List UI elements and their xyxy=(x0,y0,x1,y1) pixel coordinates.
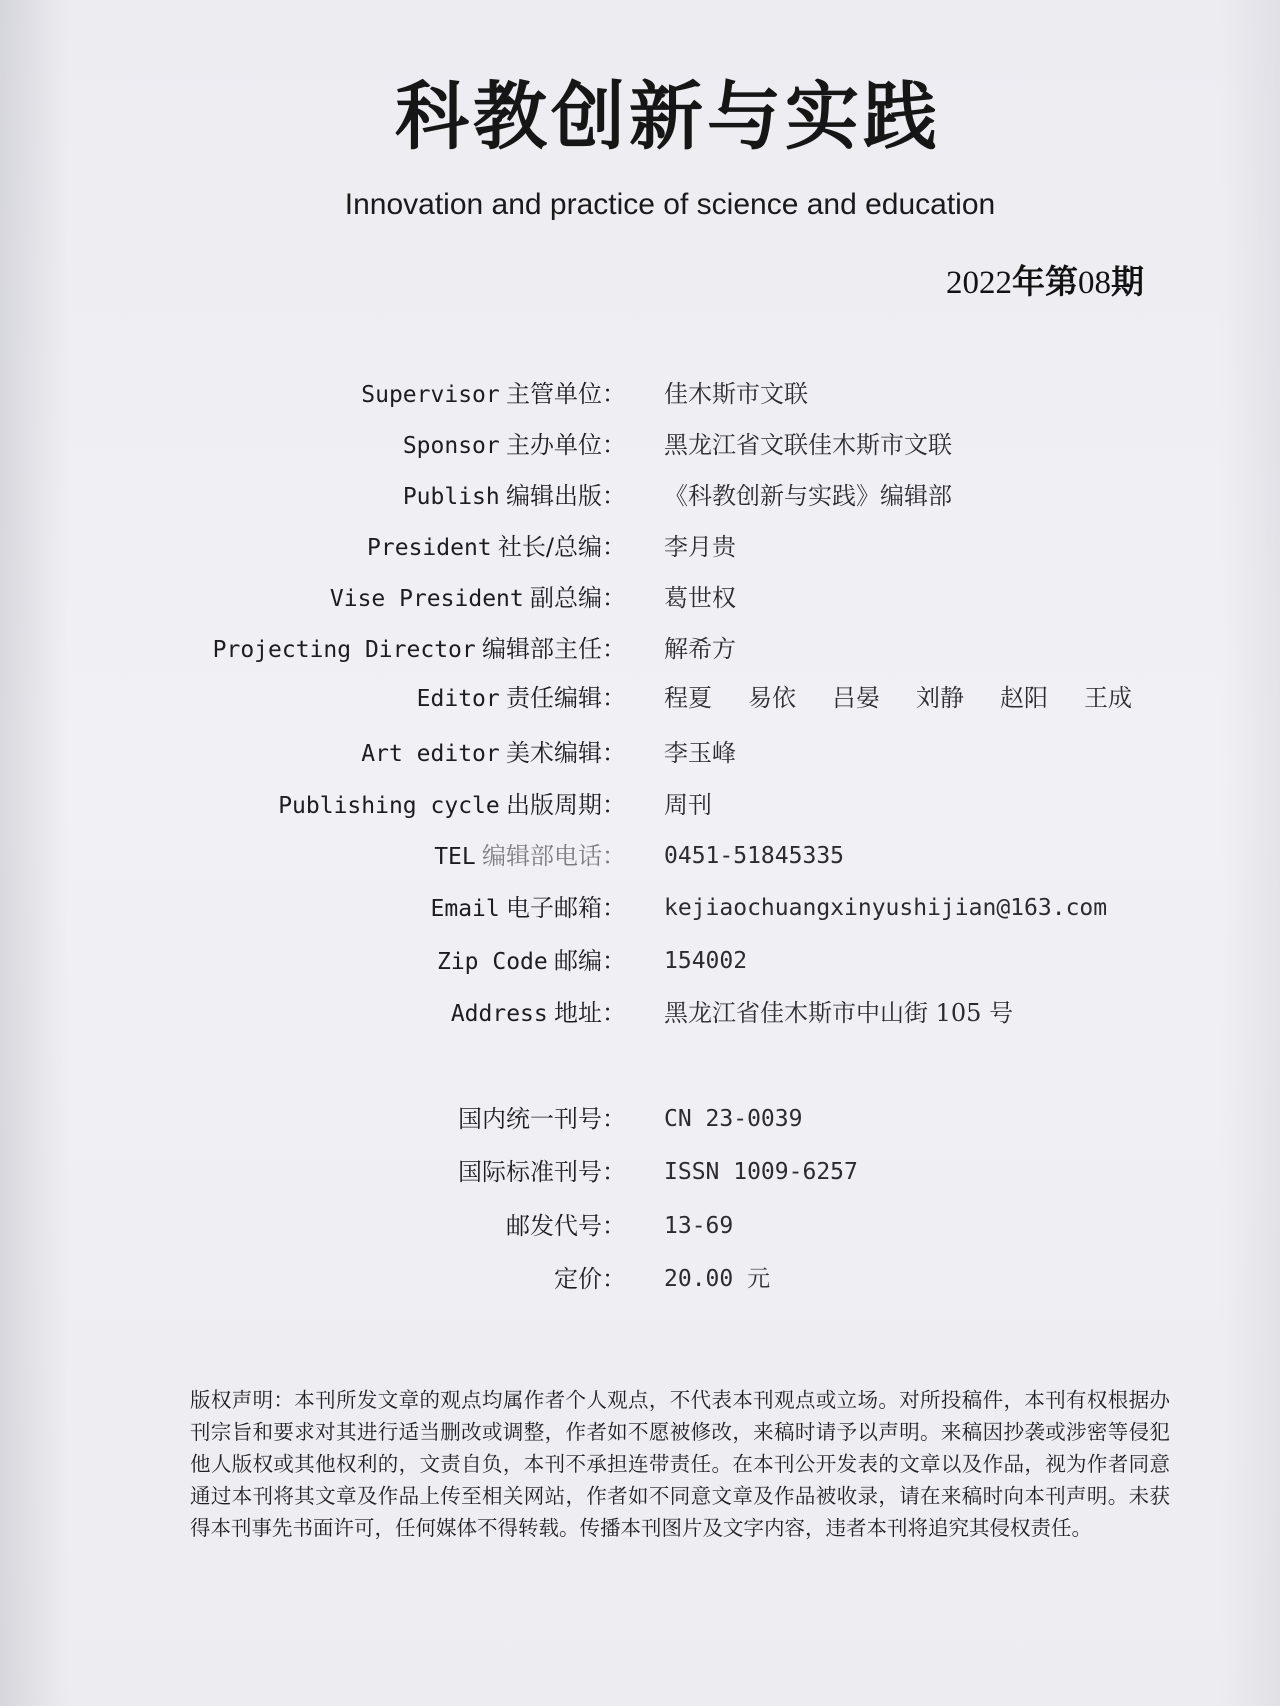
masthead-row-president xyxy=(0,527,1280,567)
masthead-value: 周刊 xyxy=(664,791,712,819)
journal-title-chinese: 科教创新与实践 xyxy=(395,74,941,160)
masthead-label: Editor 责任编辑： xyxy=(416,684,626,712)
identifier-value: CN 23-0039 xyxy=(664,1106,803,1132)
identifier-row-issn xyxy=(0,1152,1280,1192)
issue-number xyxy=(946,256,1144,303)
masthead-label: Projecting Director 编辑部主任： xyxy=(212,635,626,663)
masthead-label: President 社长/总编： xyxy=(367,533,626,561)
masthead-label: Supervisor 主管单位： xyxy=(361,380,626,408)
masthead-row-zip-code xyxy=(0,941,1280,981)
masthead-row-supervisor xyxy=(0,374,1280,414)
issue-number-char: 期 xyxy=(1111,262,1144,301)
identifier-value: ISSN 1009-6257 xyxy=(664,1159,858,1185)
masthead-value: 李月贵 xyxy=(664,533,736,561)
masthead-value: 154002 xyxy=(664,948,748,974)
copyright-notice: 版权声明：本刊所发文章的观点均属作者个人观点，不代表本刊观点或立场。对所投稿件，本刊有权根据办刊宗旨和要求对其进行适当删改或调整，作者如不愿被修改，来稿时请予以声明。来稿因抄袭或涉密等侵犯他人版权或其他权利的，文责自负，本刊不承担连带责任。在本刊公开发表的文章以及作品，视为作者同意通过本刊将其文章及作品上传至相关网站，作者如不同意文章及作品被收录，请在来稿时向本刊声明。未获得本刊事先书面许可，任何媒体不得转载。传播本刊图片及文字内容，违者本刊将追究其侵权责任。 xyxy=(190,1388,1170,1540)
issue-number-value: 08 xyxy=(1078,265,1111,301)
masthead-value: 葛世权 xyxy=(664,584,736,612)
masthead-value: 黑龙江省佳木斯市中山街 105 号 xyxy=(664,999,1014,1027)
masthead-value: 《科教创新与实践》编辑部 xyxy=(664,482,952,510)
identifier-label: 邮发代号： xyxy=(506,1212,626,1240)
masthead-label: Zip Code 邮编： xyxy=(436,947,626,975)
masthead-value: kejiaochuangxinyushijian@163.com xyxy=(664,895,1108,921)
masthead-row-publish xyxy=(0,476,1280,516)
masthead-label: Publishing cycle 出版周期： xyxy=(278,791,626,819)
editor-names xyxy=(664,678,1168,718)
masthead-value: 黑龙江省文联佳木斯市文联 xyxy=(664,431,952,459)
editor-name: 赵阳 xyxy=(1000,684,1048,712)
masthead-value: 李玉峰 xyxy=(664,739,736,767)
identifier-value: 20.00 元 xyxy=(664,1266,771,1292)
issue-year-char: 年第 xyxy=(1012,262,1078,301)
masthead-label: Publish 编辑出版： xyxy=(402,482,626,510)
masthead-label: TEL 编辑部电话： xyxy=(434,842,626,870)
masthead-label: Sponsor 主办单位： xyxy=(402,431,626,459)
editor-name: 程夏 xyxy=(664,684,712,712)
editor-name: 吕晏 xyxy=(832,684,880,712)
masthead-value: 解希方 xyxy=(664,635,736,663)
masthead-row-sponsor xyxy=(0,425,1280,465)
masthead-row-email xyxy=(0,888,1280,928)
masthead-value: 佳木斯市文联 xyxy=(664,380,808,408)
identifier-value: 13-69 xyxy=(664,1213,734,1239)
masthead-row-address xyxy=(0,993,1280,1033)
identifier-row-price xyxy=(0,1259,1280,1299)
masthead-row-tel xyxy=(0,836,1280,876)
identifier-row-cn xyxy=(0,1099,1280,1139)
masthead-label: Vise President 副总编： xyxy=(329,584,626,612)
masthead-row-editor xyxy=(0,678,1280,718)
masthead-label: Art editor 美术编辑： xyxy=(361,739,626,767)
masthead-row-director xyxy=(0,629,1280,669)
masthead-row-publishing-cycle xyxy=(0,785,1280,825)
masthead-row-art-editor xyxy=(0,733,1280,773)
identifier-row-postal-code xyxy=(0,1206,1280,1246)
identifier-label: 国内统一刊号： xyxy=(458,1105,626,1133)
editor-name: 王成 xyxy=(1084,684,1132,712)
masthead-value: 0451-51845335 xyxy=(664,843,845,869)
editor-name: 刘静 xyxy=(916,684,964,712)
editor-name: 易依 xyxy=(748,684,796,712)
issue-year: 2022 xyxy=(946,265,1012,301)
masthead-row-vice-president xyxy=(0,578,1280,618)
journal-title-english: Innovation and practice of science and education xyxy=(344,188,996,221)
identifier-label: 定价： xyxy=(554,1265,626,1293)
masthead-label: Address 地址： xyxy=(450,999,626,1027)
masthead-label: Email 电子邮箱： xyxy=(430,894,626,922)
identifier-label: 国际标准刊号： xyxy=(458,1158,626,1186)
